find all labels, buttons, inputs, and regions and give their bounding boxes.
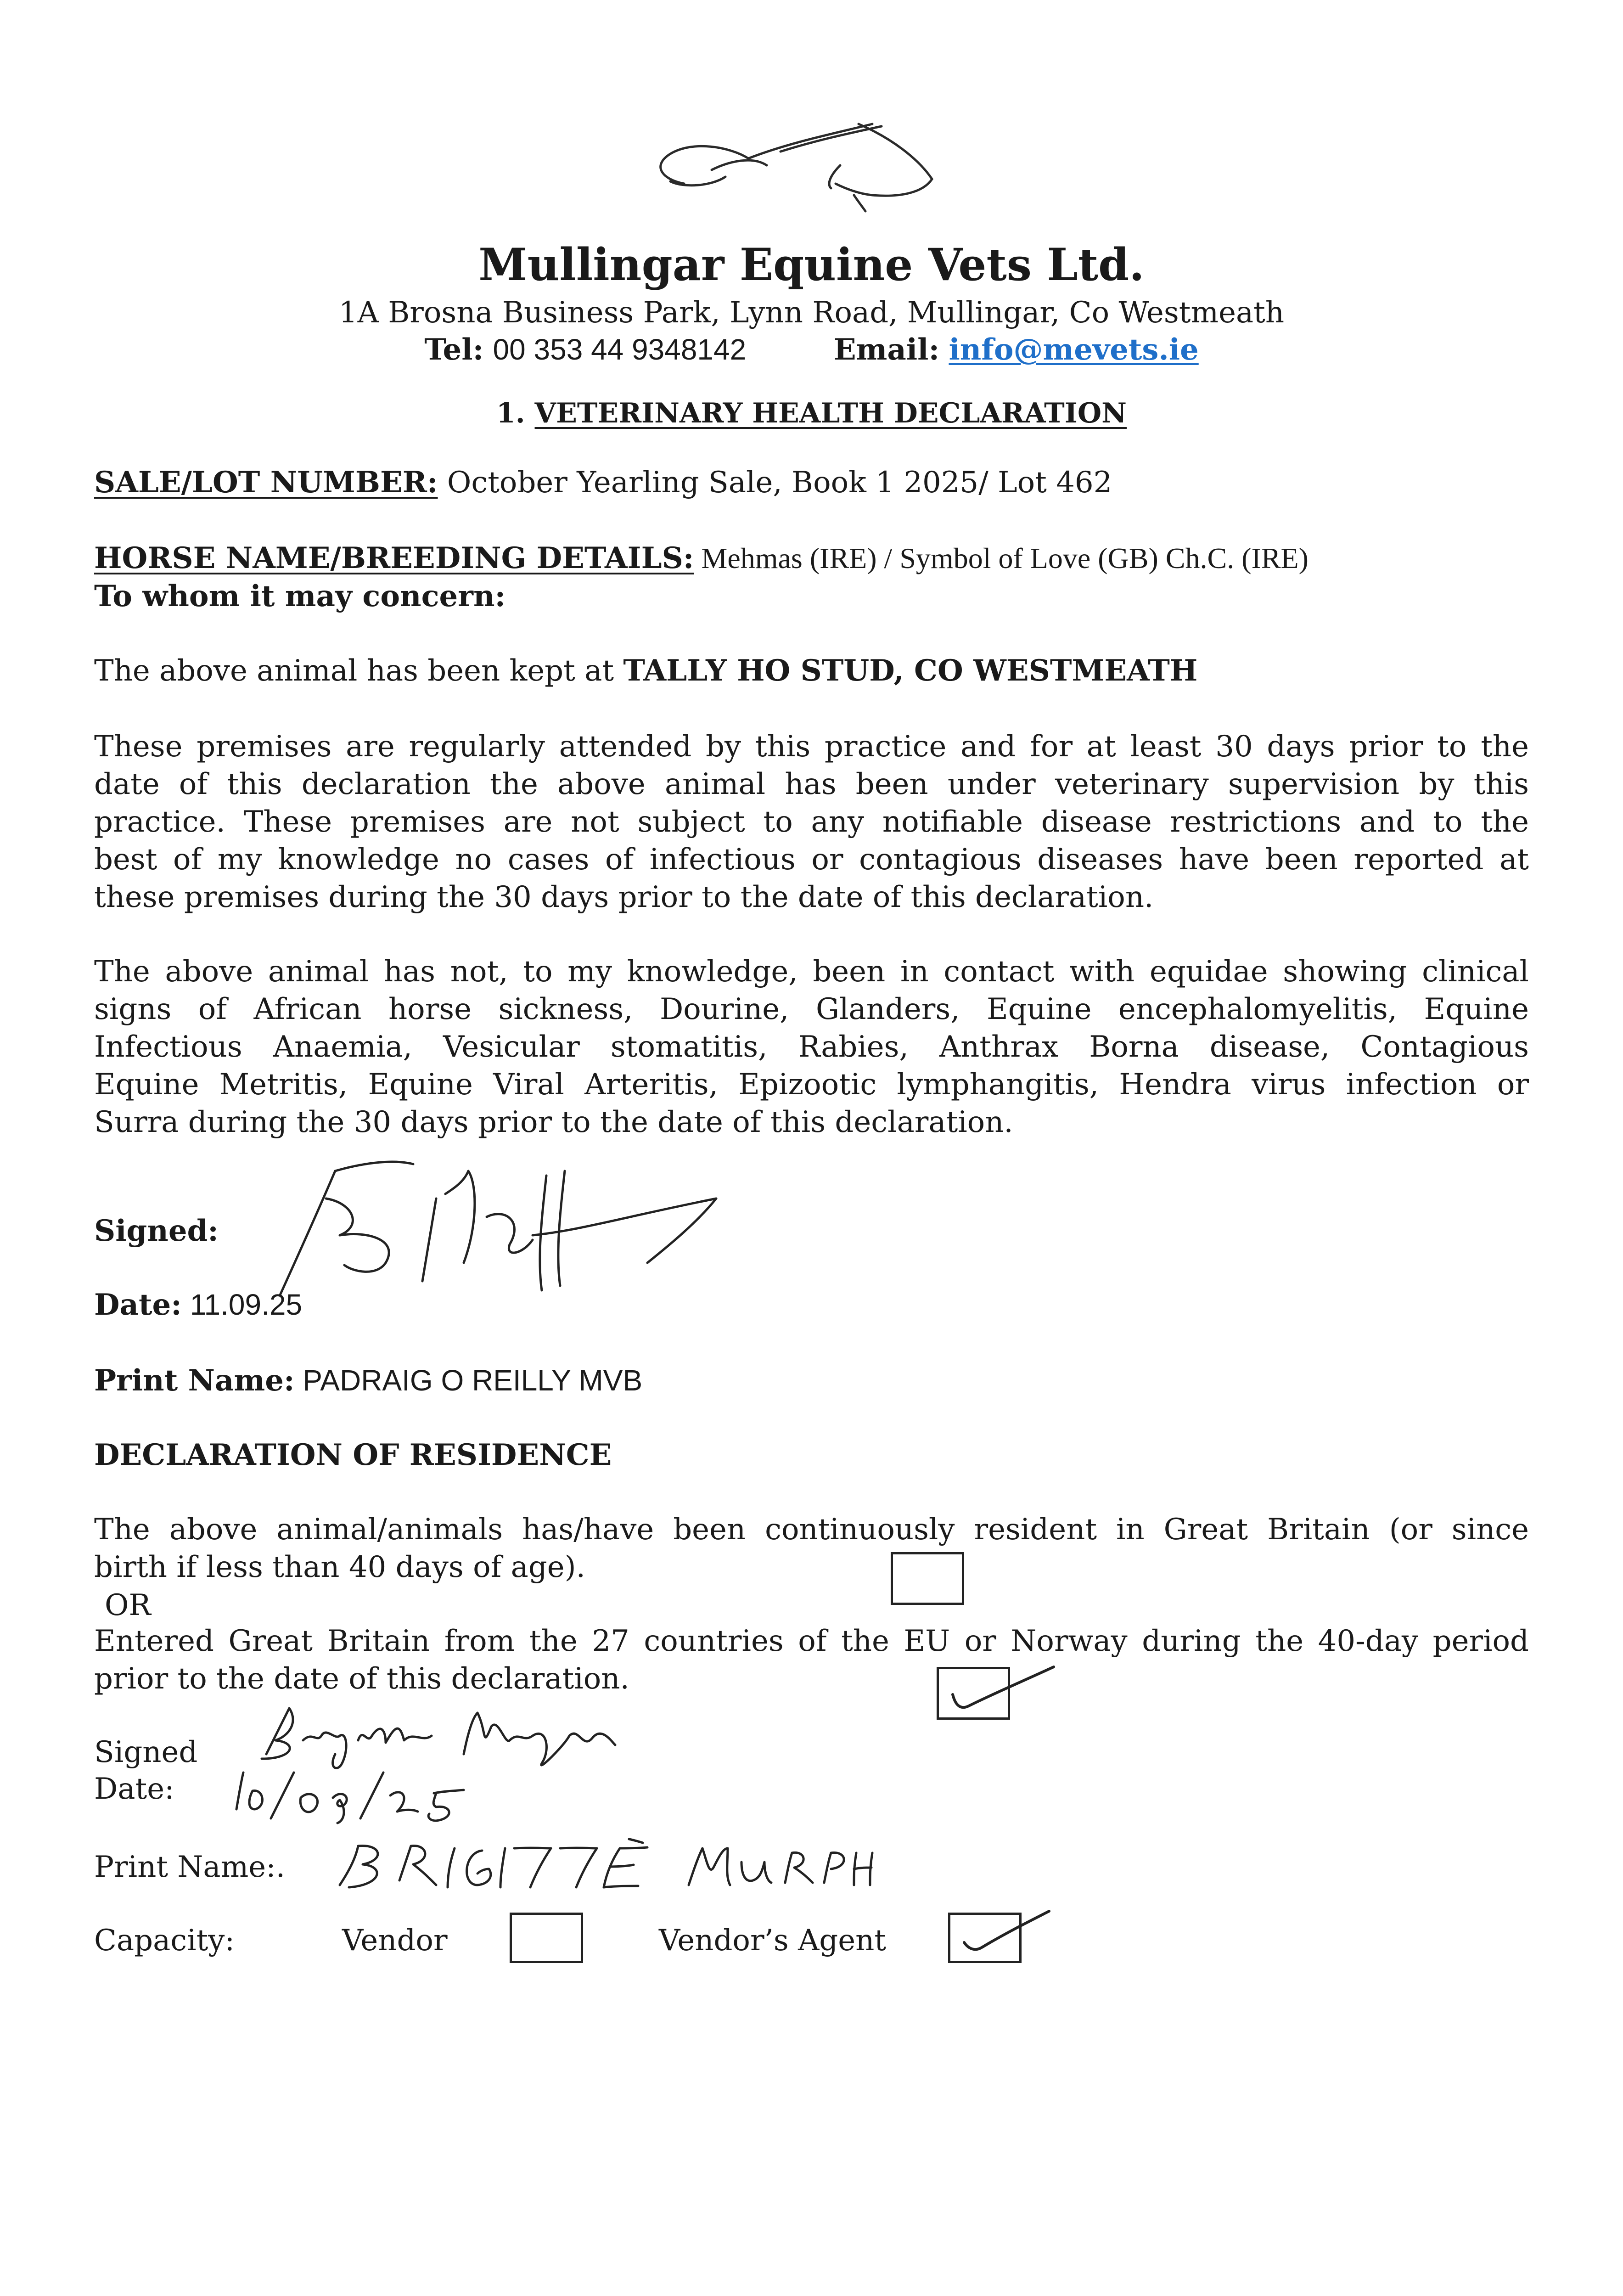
company-address: 1A Brosna Business Park, Lynn Road, Mullingar, Co Westmeath: [338, 296, 1285, 330]
para1-line: date of this declaration the above animal has been under veterinary supervision by this: [94, 767, 1529, 801]
company-contact: [0, 331, 1623, 369]
paragraph-contact: [94, 953, 1529, 1141]
horse-label: HORSE NAME/BREEDING DETAILS:: [94, 541, 694, 575]
para1-line: These premises are regularly attended by this practice and for at least 30 days prior to the: [94, 730, 1529, 764]
option2-line: Entered Great Britain from the 27 countries of the EU or Norway during the 40-day period: [94, 1624, 1529, 1658]
residence-or: OR: [105, 1588, 151, 1622]
vendor-date-label: Date:: [94, 1772, 174, 1806]
horse-line: [94, 540, 1309, 577]
greeting: To whom it may concern:: [94, 579, 506, 613]
vet-date-line: [94, 1286, 302, 1324]
residence-heading: DECLARATION OF RESIDENCE: [94, 1438, 612, 1472]
heading-title: VETERINARY HEALTH DECLARATION: [534, 397, 1127, 429]
vet-print-value: PADRAIG O REILLY MVB: [294, 1364, 643, 1397]
option1-line: The above animal/animals has/have been continuously resident in Great Britain (or since: [94, 1513, 1529, 1547]
vendor-print-handwritten: [331, 1835, 882, 1903]
option2-checkmark: [941, 1662, 1061, 1722]
agent-checkmark: [955, 1906, 1056, 1961]
vet-print-line: [94, 1362, 642, 1400]
para2-line: signs of African horse sickness, Dourine, Glanders, Equine encephalomyelitis, Equine: [94, 992, 1529, 1026]
vet-signature: [248, 1143, 753, 1318]
horse-value: Mehmas (IRE) / Symbol of Love (GB) Ch.C. (IRE): [694, 542, 1309, 574]
option1-checkbox[interactable]: [891, 1552, 964, 1605]
kept-line: [94, 652, 1197, 690]
para1-line: best of my knowledge no cases of infectious or contagious diseases have been reported at: [94, 843, 1529, 877]
para2-line: Infectious Anaemia, Vesicular stomatitis, Rabies, Anthrax Borna disease, Contagious: [94, 1030, 1529, 1064]
vendor-print-label: Print Name:.: [94, 1850, 286, 1884]
residence-option1: [94, 1511, 1529, 1586]
para2-line: Surra during the 30 days prior to the date of this declaration.: [94, 1105, 1013, 1139]
tel-value: 00 353 44 9348142: [493, 333, 747, 366]
vendor-signed-label: Signed: [94, 1735, 198, 1769]
para2-line: The above animal has not, to my knowledge, been in contact with equidae showing clinical: [94, 955, 1529, 989]
option2-line: prior to the date of this declaration.: [94, 1662, 629, 1696]
email-link[interactable]: info@mevets.ie: [949, 332, 1199, 367]
vet-date-value: 11.09.25: [181, 1288, 303, 1321]
vendor-date-handwritten: [220, 1763, 496, 1823]
para1-line: practice. These premises are not subject to any notifiable disease restrictions and to the: [94, 805, 1529, 839]
vendor-checkbox[interactable]: [510, 1913, 583, 1963]
capacity-label: Capacity:: [94, 1924, 235, 1958]
vendor-option-label: Vendor: [342, 1924, 448, 1958]
sale-lot-value: October Yearling Sale, Book 1 2025/ Lot 462: [438, 466, 1112, 500]
residence-option2: [94, 1622, 1529, 1698]
tel-label: Tel:: [424, 332, 484, 367]
declaration-heading: [0, 397, 1623, 429]
option1-line: birth if less than 40 days of age).: [94, 1550, 585, 1584]
heading-number: 1.: [496, 397, 525, 429]
kept-location: TALLY HO STUD, CO WESTMEATH: [623, 653, 1198, 688]
para2-line: Equine Metritis, Equine Viral Arteritis, Epizootic lymphangitis, Hendra virus infection or: [94, 1068, 1529, 1102]
vet-date-label: Date:: [94, 1288, 182, 1322]
company-name: Mullingar Equine Vets Ltd.: [478, 239, 1145, 291]
paragraph-premises: [94, 728, 1529, 916]
para1-line: these premises during the 30 days prior to the date of this declaration.: [94, 880, 1154, 914]
vet-signed-label: Signed:: [94, 1214, 219, 1248]
company-logo: [643, 115, 946, 220]
vet-print-label: Print Name:: [94, 1363, 295, 1398]
sale-lot-label: SALE/LOT NUMBER:: [94, 465, 438, 500]
agent-option-label: Vendor’s Agent: [659, 1924, 887, 1958]
email-label: Email:: [833, 332, 940, 367]
kept-prefix: The above animal has been kept at: [94, 654, 623, 688]
sale-lot-line: [94, 464, 1112, 501]
